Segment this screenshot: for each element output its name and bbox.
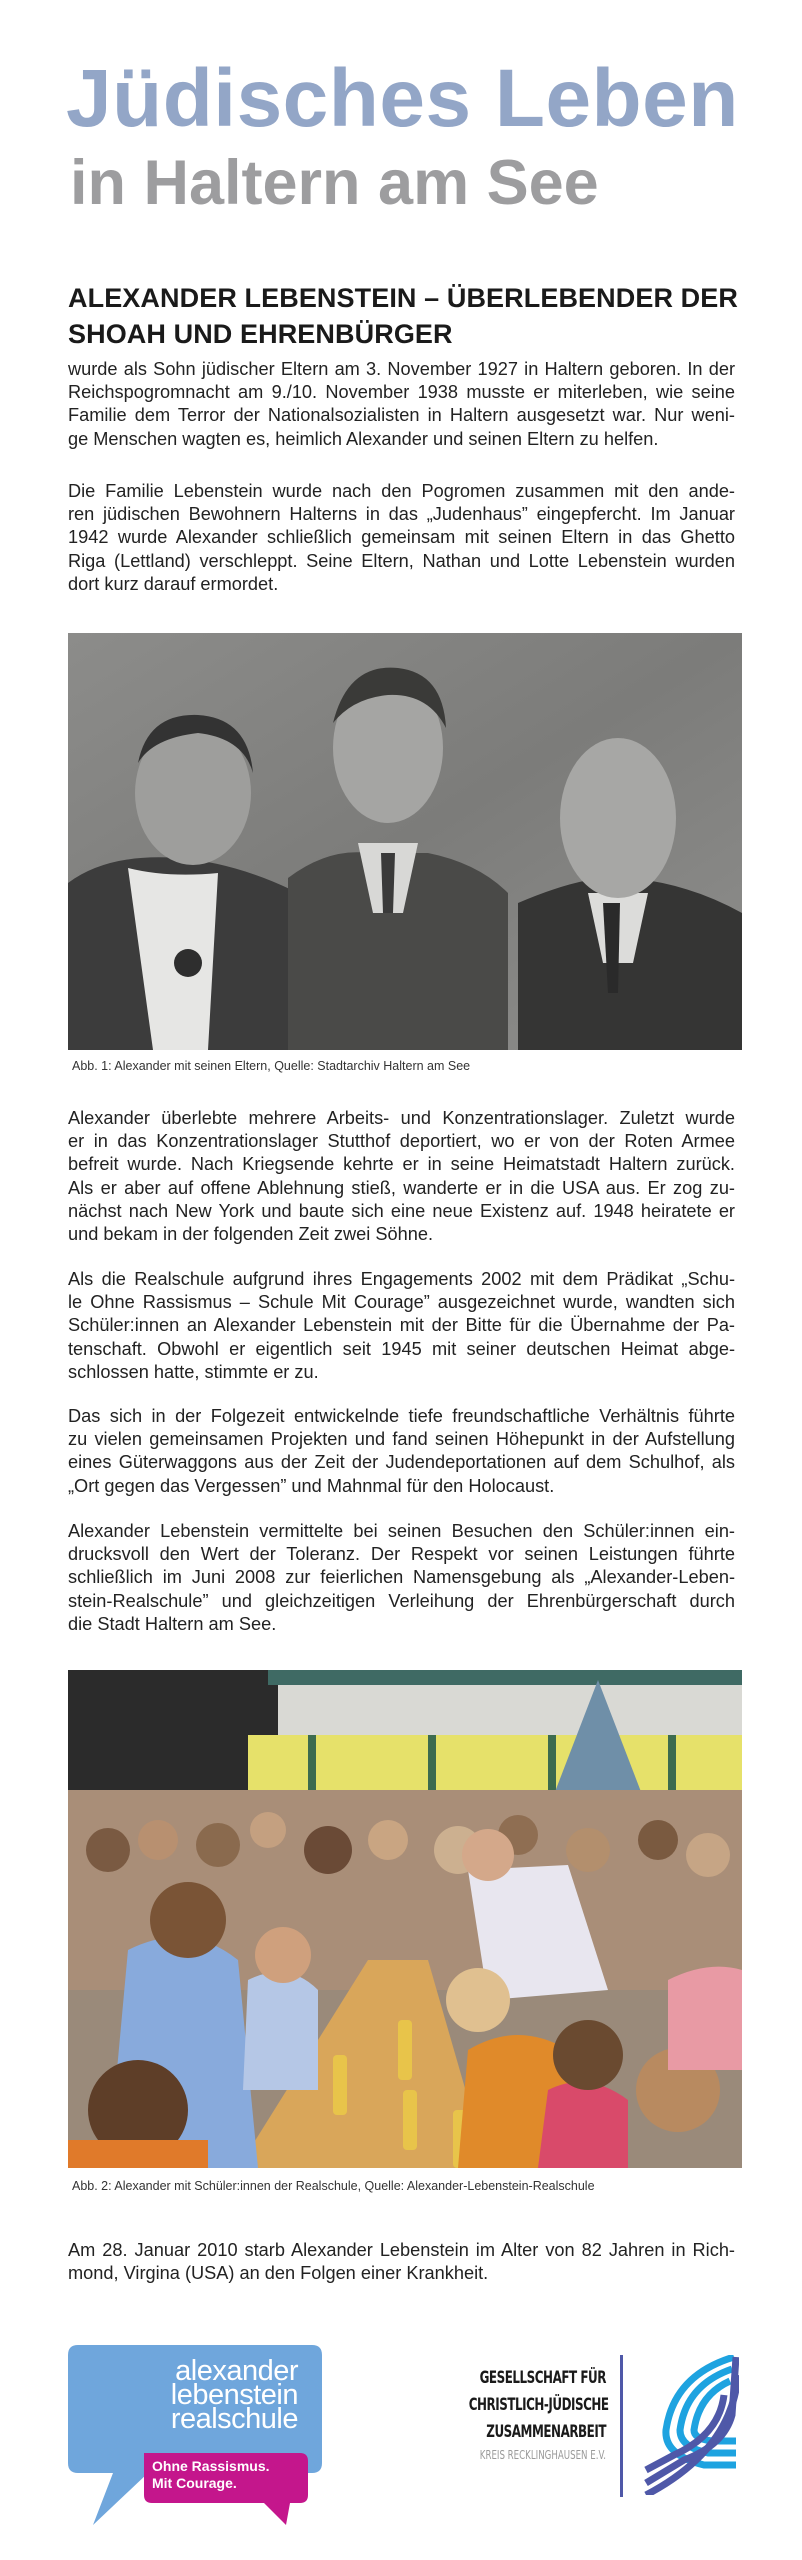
society-line-3: ZUSAMMENARBEIT (486, 2422, 606, 2442)
text-line: dort kurz darauf ermordet. (68, 573, 279, 594)
paragraph-sponsorship (68, 1268, 735, 1384)
society-logo-text (430, 2365, 609, 2462)
text-line: eines Güterwaggons aus der Zeit der Judendeportationen auf dem Schulhof, als (68, 1452, 735, 1473)
text-line: Alexander Lebenstein vermittelte bei seinen Besuchen den Schüler:innen ein- (68, 1521, 735, 1541)
text-line: und bekam in der folgenden Zeit zwei Söhne. (68, 1224, 433, 1245)
page-subtitle: in Haltern am See (70, 148, 599, 218)
page-title: Jüdisches Leben (66, 53, 739, 144)
text-line: 1942 wurde Alexander schließlich gemeinsam mit seinen Eltern in das Ghetto (68, 527, 735, 548)
text-line: Familie dem Terror der Nationalsozialisten in Haltern ausgesetzt war. Nur weni- (68, 405, 735, 426)
society-subline: KREIS RECKLINGHAUSEN E.V. (479, 2448, 606, 2462)
society-line-1: GESELLSCHAFT FÜR (479, 2368, 606, 2388)
logo-divider (620, 2355, 623, 2497)
figure-1-photo (68, 633, 742, 1050)
school-badge-line-2: Mit Courage. (152, 2475, 237, 2491)
school-logo-line-2: lebenstein (170, 2379, 298, 2411)
text-line: er in das Konzentrationslager Stutthof deportiert, wo er von der Roten Armee (68, 1131, 735, 1152)
text-line: stein-Realschule” und gleichzeitigen Verleihung der Ehrenbürgerschaft durch (68, 1590, 735, 1611)
text-line: Reichspogromnacht am 9./10. November 1938 musste er miterleben, wie seine (68, 382, 735, 403)
school-logo (68, 2345, 322, 2525)
text-line: „Ort gegen das Vergessen” und Mahnmal für den Holocaust. (68, 1475, 555, 1496)
text-line: schließlich im Juni 2008 zur feierlichen Namensgebung als „Alexander-Leben- (68, 1567, 735, 1588)
family-portrait-image (68, 633, 742, 1050)
text-line: tenschaft. Obwohl er eigentlich seit 1945 mit seiner deutschen Heimat abge- (68, 1338, 735, 1359)
text-line: ge Menschen wagten es, heimlich Alexander und seinen Eltern zu helfen. (68, 428, 659, 449)
figure-1-caption: Abb. 1: Alexander mit seinen Eltern, Quelle: Stadtarchiv Haltern am See (72, 1059, 471, 1073)
text-line: Die Familie Lebenstein wurde nach den Pogromen zusammen mit den ande- (68, 481, 735, 501)
text-line: le Ohne Rassismus – Schule Mit Courage” ausgezeichnet wurde, wandten sich (68, 1292, 735, 1313)
text-line: drucksvoll den Wert der Toleranz. Der Respekt vor seinen Leistungen führte (68, 1544, 735, 1565)
text-line: wurde als Sohn jüdischer Eltern am 3. November 1927 in Haltern geboren. In der (68, 359, 735, 379)
school-logo-line-1: alexander (175, 2355, 298, 2387)
paragraph-birth (68, 358, 735, 451)
text-line: Schüler:innen an Alexander Lebenstein mit der Bitte für die Übernahme der Pa- (68, 1315, 735, 1336)
paragraph-friendship (68, 1405, 735, 1498)
fish-emblem-icon (644, 2355, 739, 2495)
paragraph-deportation (68, 480, 735, 596)
text-line: die Stadt Haltern am See. (68, 1613, 277, 1634)
text-line: zu vielen gemeinsamen Projekten und fand seinen Höhepunkt in der Aufstellung (68, 1429, 735, 1450)
text-line: Am 28. Januar 2010 starb Alexander Lebenstein im Alter von 82 Jahren in Rich- (68, 2240, 735, 2260)
text-line: Als er aber auf offene Ablehnung stieß, wanderte er in die USA aus. Er zog zu- (68, 1177, 735, 1198)
schoolyard-image (68, 1670, 742, 2168)
text-line: befreit wurde. Nach Kriegsende kehrte er in seine Heimatstadt Haltern zurück. (68, 1154, 735, 1175)
text-line: Alexander überlebte mehrere Arbeits- und Konzentrationslager. Zuletzt wurde (68, 1108, 735, 1128)
school-logo-line-3: realschule (170, 2403, 298, 2435)
text-line: ren jüdischen Bewohnern Halterns in das „Judenhaus” eingepfercht. Im Januar (68, 504, 735, 525)
society-line-2: CHRISTLICH-JÜDISCHE (468, 2395, 609, 2415)
paragraph-death (68, 2239, 735, 2285)
figure-2-caption: Abb. 2: Alexander mit Schüler:innen der Realschule, Quelle: Alexander-Lebenstein-Realschule (72, 2179, 595, 2193)
headline-line-2: SHOAH UND EHRENBÜRGER (68, 319, 453, 349)
paragraph-naming (68, 1520, 735, 1636)
text-line: nächst nach New York und baute sich eine neue Existenz auf. 1948 heiratete er (68, 1200, 735, 1221)
text-line: mond, Virgina (USA) an den Folgen einer Krankheit. (68, 2263, 489, 2284)
paragraph-survival (68, 1107, 735, 1246)
text-line: Das sich in der Folgezeit entwickelnde tiefe freundschaftliche Verhältnis führte (68, 1406, 735, 1426)
text-line: schlossen hatte, stimmte er zu. (68, 1361, 319, 1382)
school-badge-line-1: Ohne Rassismus. (152, 2458, 270, 2474)
text-line: Riga (Lettland) verschleppt. Seine Eltern, Nathan und Lotte Lebenstein wurden (68, 550, 735, 571)
figure-2-photo (68, 1670, 742, 2168)
text-line: Als die Realschule aufgrund ihres Engagements 2002 mit dem Prädikat „Schu- (68, 1269, 735, 1289)
article-headline (68, 280, 748, 352)
headline-line-1: ALEXANDER LEBENSTEIN – ÜBERLEBENDER DER (68, 283, 738, 313)
